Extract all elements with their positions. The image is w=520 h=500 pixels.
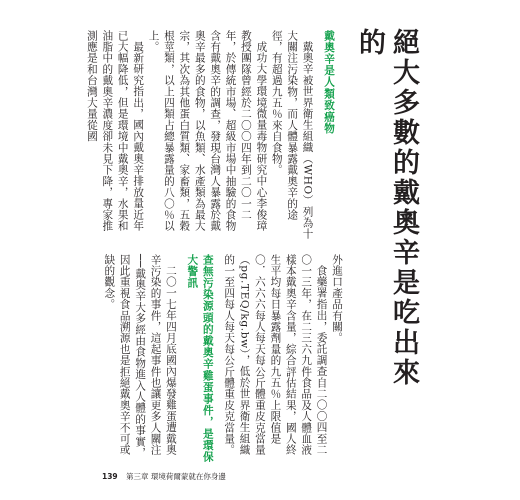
paragraph: 最新研究指出，國內戴奧辛排放量近年已大幅降低，但是環境中戴奧辛，水果和油脂中的戴奧辛濃度卻未見下降，專家推測應是和台灣大量從國 (85, 30, 145, 232)
paragraph: 外進口產品有關。 (331, 254, 343, 344)
paragraph: 食藥署指出，委託調查自二〇〇四至二〇一三年，在二三六九件食品及人體血液樣本戴奧辛含量，綜合評估結果，國人終生平均每日暴露劑量的九五％上限值是〇．六六六每人每天每公斤體重皮克當量（pg.TEQ/kg.bw），低於世界衛生組織的一至四每人每天每公斤體重皮克當量。 (223, 254, 328, 456)
chapter-name: 第三章 環境荷爾蒙就在你身邊 (126, 472, 226, 481)
paragraph: 戴奧辛被世界衛生組織（WHO）列為十大關注污染物，而人體暴露戴奧辛的途徑，有超過九五％來自食物。 (270, 30, 314, 240)
text-block-left (85, 30, 336, 242)
text-block-right (103, 254, 344, 464)
paragraph: 成功大學環境微量毒物研究中心李俊璋教授團隊曾經於二〇〇四年到二〇一二年，於傳統市場、超級市場中抽驗的食物含有戴奧辛的調查，發現台灣人暴露於戴奧辛最多的食物，以魚類、水產類為最大宗，其次為其他蛋白質類、家畜類，五穀根莖類，以上四類占總暴露量的八〇％以上。 (147, 30, 268, 232)
page-number: 139 (102, 472, 118, 481)
section-heading: 查無污染源頭的戴奧辛雞蛋事件，是環保大警訊 (186, 254, 214, 463)
chapter-title: 絕大多數的戴奧辛是吃出來的 (354, 28, 419, 388)
paragraph: 二〇一七年四月底國內爆發雞蛋遭戴奧辛污染的事件，這起事件也讓更多人關注──戴奧辛大多經由食物進入人體的事實，因此重視食品溯源也是拒絕戴奧辛不可或缺的觀念。 (103, 254, 177, 459)
section-heading: 戴奧辛是人類致癌物 (323, 30, 335, 135)
page-footer (102, 471, 226, 482)
